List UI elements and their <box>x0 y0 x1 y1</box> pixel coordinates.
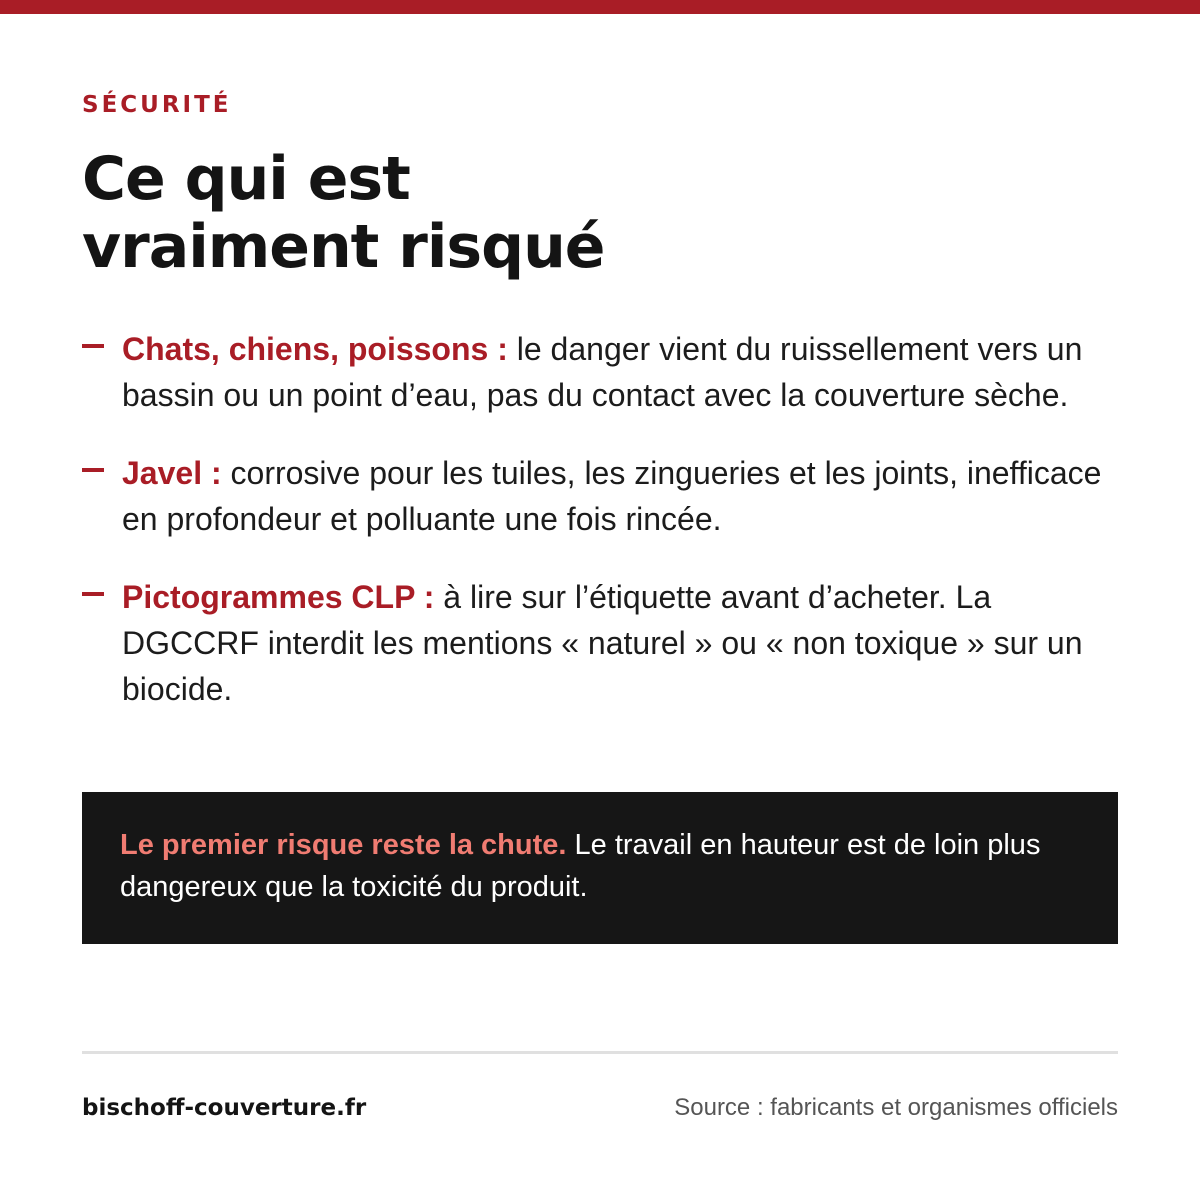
title-line-2: vraiment risqué <box>82 212 605 282</box>
item-text: le danger vient du ruissellement vers un bassin ou un point d’eau, pas du contact avec la couverture sèche. <box>122 331 1083 413</box>
callout-highlight: Le premier risque reste la chute. <box>120 829 567 861</box>
item-text: à lire sur l’étiquette avant d’acheter. La DGCCRF interdit les mentions « naturel » ou « non toxique » sur un biocide. <box>122 579 1083 707</box>
site-url: bischoff-couverture.fr <box>82 1095 367 1121</box>
risk-list <box>82 326 1122 744</box>
list-item <box>82 326 1122 418</box>
footer-divider <box>82 1051 1118 1054</box>
dash-bullet-icon <box>82 468 104 472</box>
item-label: Chats, chiens, poissons : <box>122 331 508 367</box>
dash-bullet-icon <box>82 344 104 348</box>
list-item <box>82 574 1122 712</box>
source-note: Source : fabricants et organismes officiels <box>674 1094 1118 1121</box>
list-item <box>82 450 1122 542</box>
item-label: Javel : <box>122 455 222 491</box>
warning-callout <box>82 792 1118 944</box>
page-title <box>82 145 604 281</box>
dash-bullet-icon <box>82 592 104 596</box>
callout-text: Le travail en hauteur est de loin plus dangereux que la toxicité du produit. <box>120 829 1041 903</box>
item-label: Pictogrammes CLP : <box>122 579 435 615</box>
top-accent-bar <box>0 0 1200 14</box>
section-eyebrow: SÉCURITÉ <box>82 92 232 118</box>
item-text: corrosive pour les tuiles, les zingueries et les joints, inefficace en profondeur et polluante une fois rincée. <box>122 455 1102 537</box>
title-line-1: Ce qui est <box>82 144 410 214</box>
